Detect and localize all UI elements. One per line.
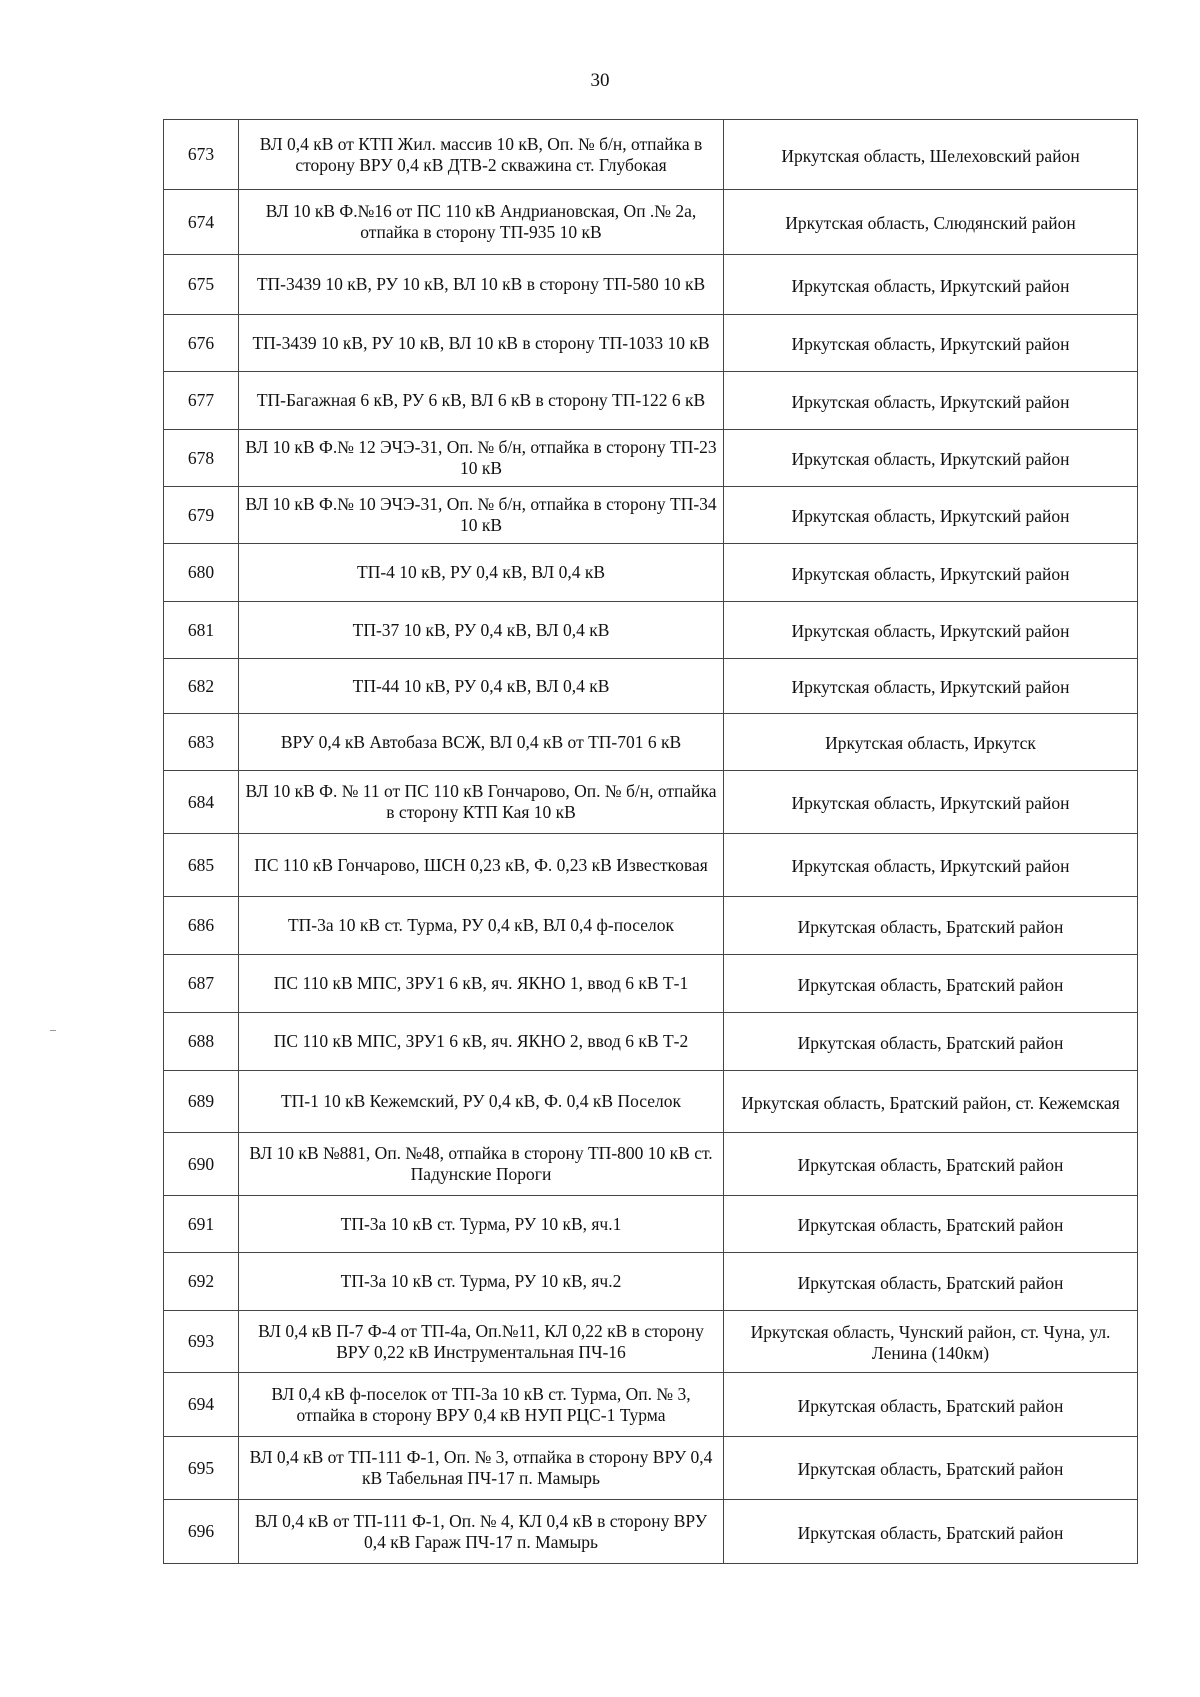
table-row [164, 190, 1138, 255]
location-cell: Иркутская область, Иркутский район [724, 255, 1138, 315]
row-number-cell: 686 [164, 897, 239, 955]
table-row [164, 955, 1138, 1013]
object-cell: ТП-44 10 кВ, РУ 0,4 кВ, ВЛ 0,4 кВ [239, 659, 724, 714]
location-cell: Иркутская область, Братский район [724, 1133, 1138, 1196]
location-cell: Иркутская область, Иркутский район [724, 487, 1138, 544]
object-cell: ВРУ 0,4 кВ Автобаза ВСЖ, ВЛ 0,4 кВ от ТП-701 6 кВ [239, 714, 724, 771]
table-row [164, 1311, 1138, 1373]
table-row [164, 714, 1138, 771]
location-cell: Иркутская область, Иркутский район [724, 602, 1138, 659]
table-row [164, 1196, 1138, 1253]
location-cell: Иркутская область, Иркутский район [724, 771, 1138, 834]
row-number-cell: 677 [164, 372, 239, 430]
table-row [164, 1500, 1138, 1564]
location-cell: Иркутская область, Братский район [724, 1253, 1138, 1311]
table-row [164, 430, 1138, 487]
row-number-cell: 673 [164, 120, 239, 190]
object-cell: ТП-4 10 кВ, РУ 0,4 кВ, ВЛ 0,4 кВ [239, 544, 724, 602]
scan-margin-mark [50, 1030, 56, 1031]
object-cell: ВЛ 10 кВ Ф.№ 12 ЭЧЭ-31, Оп. № б/н, отпайка в сторону ТП-23 10 кВ [239, 430, 724, 487]
row-number-cell: 692 [164, 1253, 239, 1311]
location-cell: Иркутская область, Братский район [724, 955, 1138, 1013]
location-cell: Иркутская область, Иркутск [724, 714, 1138, 771]
location-cell: Иркутская область, Чунский район, ст. Чуна, ул. Ленина (140км) [724, 1311, 1138, 1373]
page-number: 30 [590, 70, 610, 91]
location-cell: Иркутская область, Иркутский район [724, 372, 1138, 430]
table-row [164, 315, 1138, 372]
objects-table [163, 119, 1138, 1564]
object-cell: ВЛ 0,4 кВ П-7 Ф-4 от ТП-4а, Оп.№11, КЛ 0,22 кВ в сторону ВРУ 0,22 кВ Инструментальная ПЧ-16 [239, 1311, 724, 1373]
row-number-cell: 683 [164, 714, 239, 771]
table-row [164, 897, 1138, 955]
object-cell: ВЛ 10 кВ Ф.№16 от ПС 110 кВ Андриановская, Оп .№ 2а, отпайка в сторону ТП-935 10 кВ [239, 190, 724, 255]
table-row [164, 255, 1138, 315]
row-number-cell: 682 [164, 659, 239, 714]
object-cell: ТП-Багажная 6 кВ, РУ 6 кВ, ВЛ 6 кВ в сторону ТП-122 6 кВ [239, 372, 724, 430]
location-cell: Иркутская область, Братский район, ст. Кежемская [724, 1071, 1138, 1133]
location-cell: Иркутская область, Братский район [724, 897, 1138, 955]
row-number-cell: 674 [164, 190, 239, 255]
table-row [164, 1437, 1138, 1500]
location-cell: Иркутская область, Братский район [724, 1196, 1138, 1253]
object-cell: ВЛ 10 кВ Ф.№ 10 ЭЧЭ-31, Оп. № б/н, отпайка в сторону ТП-34 10 кВ [239, 487, 724, 544]
location-cell: Иркутская область, Братский район [724, 1373, 1138, 1437]
location-cell: Иркутская область, Иркутский район [724, 430, 1138, 487]
object-cell: ТП-37 10 кВ, РУ 0,4 кВ, ВЛ 0,4 кВ [239, 602, 724, 659]
location-cell: Иркутская область, Иркутский район [724, 834, 1138, 897]
table-row [164, 659, 1138, 714]
row-number-cell: 688 [164, 1013, 239, 1071]
object-cell: ВЛ 10 кВ Ф. № 11 от ПС 110 кВ Гончарово, Оп. № б/н, отпайка в сторону КТП Кая 10 кВ [239, 771, 724, 834]
object-cell: ВЛ 0,4 кВ от ТП-111 Ф-1, Оп. № 3, отпайка в сторону ВРУ 0,4 кВ Табельная ПЧ-17 п. Мамырь [239, 1437, 724, 1500]
row-number-cell: 685 [164, 834, 239, 897]
row-number-cell: 684 [164, 771, 239, 834]
row-number-cell: 676 [164, 315, 239, 372]
table-row [164, 120, 1138, 190]
row-number-cell: 693 [164, 1311, 239, 1373]
row-number-cell: 678 [164, 430, 239, 487]
row-number-cell: 687 [164, 955, 239, 1013]
location-cell: Иркутская область, Иркутский район [724, 544, 1138, 602]
object-cell: ПС 110 кВ МПС, ЗРУ1 6 кВ, яч. ЯКНО 2, ввод 6 кВ Т-2 [239, 1013, 724, 1071]
object-cell: ВЛ 10 кВ №881, Оп. №48, отпайка в сторону ТП-800 10 кВ ст. Падунские Пороги [239, 1133, 724, 1196]
row-number-cell: 696 [164, 1500, 239, 1564]
table-row [164, 1133, 1138, 1196]
row-number-cell: 691 [164, 1196, 239, 1253]
row-number-cell: 690 [164, 1133, 239, 1196]
location-cell: Иркутская область, Братский район [724, 1500, 1138, 1564]
table-row [164, 1373, 1138, 1437]
object-cell: ТП-1 10 кВ Кежемский, РУ 0,4 кВ, Ф. 0,4 кВ Поселок [239, 1071, 724, 1133]
location-cell: Иркутская область, Иркутский район [724, 315, 1138, 372]
table-row [164, 602, 1138, 659]
location-cell: Иркутская область, Иркутский район [724, 659, 1138, 714]
row-number-cell: 694 [164, 1373, 239, 1437]
row-number-cell: 695 [164, 1437, 239, 1500]
table-row [164, 487, 1138, 544]
object-cell: ТП-3а 10 кВ ст. Турма, РУ 10 кВ, яч.2 [239, 1253, 724, 1311]
location-cell: Иркутская область, Слюдянский район [724, 190, 1138, 255]
table-row [164, 771, 1138, 834]
location-cell: Иркутская область, Братский район [724, 1013, 1138, 1071]
table-row [164, 1253, 1138, 1311]
object-cell: ВЛ 0,4 кВ ф-поселок от ТП-3а 10 кВ ст. Турма, Оп. № 3, отпайка в сторону ВРУ 0,4 кВ НУП РЦС-1 Турма [239, 1373, 724, 1437]
object-cell: ВЛ 0,4 кВ от ТП-111 Ф-1, Оп. № 4, КЛ 0,4 кВ в сторону ВРУ 0,4 кВ Гараж ПЧ-17 п. Мамырь [239, 1500, 724, 1564]
object-cell: ТП-3439 10 кВ, РУ 10 кВ, ВЛ 10 кВ в сторону ТП-1033 10 кВ [239, 315, 724, 372]
table-row [164, 1013, 1138, 1071]
table-row [164, 834, 1138, 897]
object-cell: ПС 110 кВ Гончарово, ШСН 0,23 кВ, Ф. 0,23 кВ Известковая [239, 834, 724, 897]
row-number-cell: 680 [164, 544, 239, 602]
row-number-cell: 689 [164, 1071, 239, 1133]
row-number-cell: 675 [164, 255, 239, 315]
object-cell: ТП-3а 10 кВ ст. Турма, РУ 10 кВ, яч.1 [239, 1196, 724, 1253]
table-row [164, 544, 1138, 602]
table-row [164, 1071, 1138, 1133]
object-cell: ВЛ 0,4 кВ от КТП Жил. массив 10 кВ, Оп. № б/н, отпайка в сторону ВРУ 0,4 кВ ДТВ-2 скважина ст. Глубокая [239, 120, 724, 190]
row-number-cell: 679 [164, 487, 239, 544]
location-cell: Иркутская область, Братский район [724, 1437, 1138, 1500]
object-cell: ТП-3а 10 кВ ст. Турма, РУ 0,4 кВ, ВЛ 0,4 ф-поселок [239, 897, 724, 955]
row-number-cell: 681 [164, 602, 239, 659]
table-row [164, 372, 1138, 430]
objects-table-body [164, 120, 1138, 1564]
location-cell: Иркутская область, Шелеховский район [724, 120, 1138, 190]
object-cell: ТП-3439 10 кВ, РУ 10 кВ, ВЛ 10 кВ в сторону ТП-580 10 кВ [239, 255, 724, 315]
object-cell: ПС 110 кВ МПС, ЗРУ1 6 кВ, яч. ЯКНО 1, ввод 6 кВ Т-1 [239, 955, 724, 1013]
